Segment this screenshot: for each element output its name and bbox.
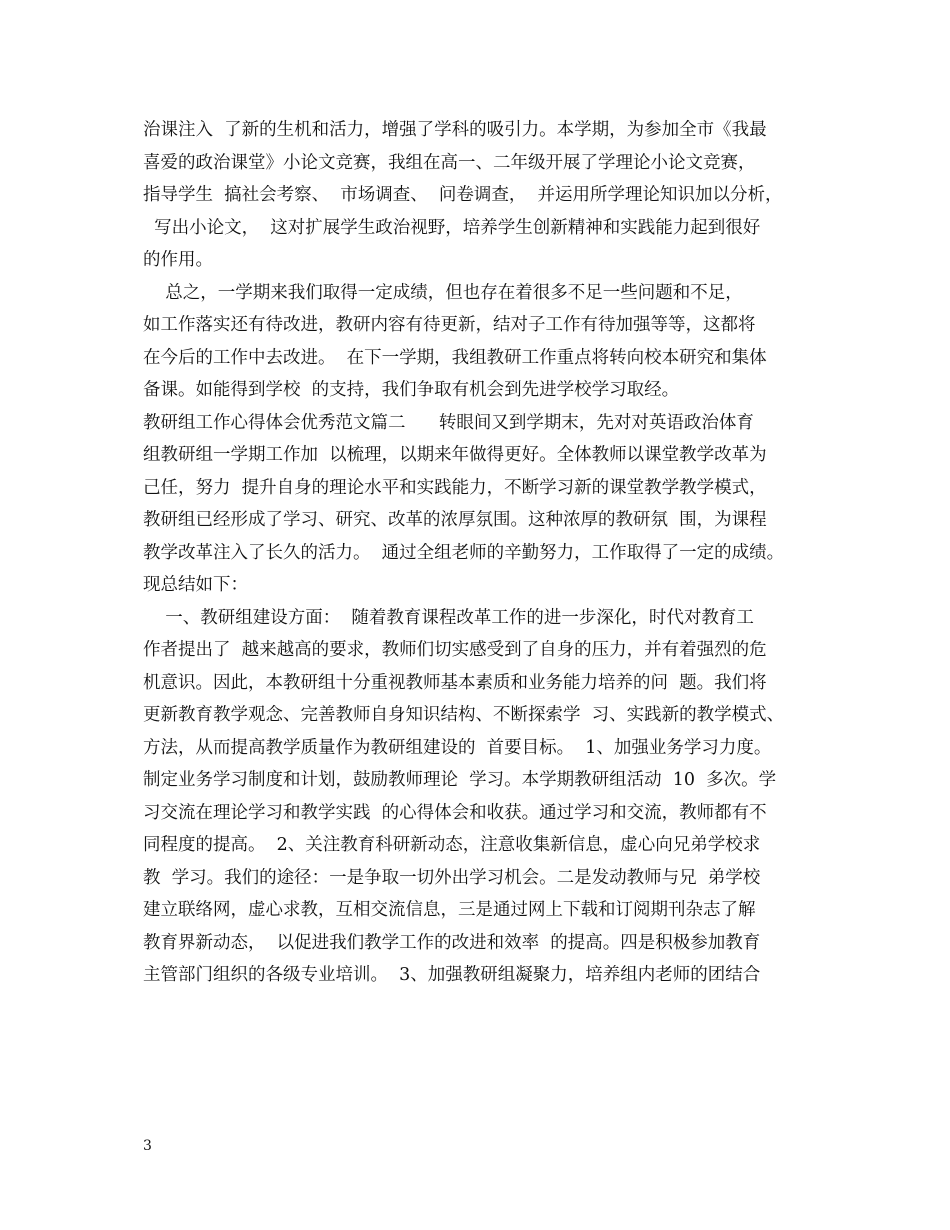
text-line: 方法，从而提高教学质量作为教研组建设的 首要目标。 1、加强业务学习力度。: [143, 737, 772, 758]
text-line: 主管部门组织的各级专业培训。 3、加强教研组凝聚力，培养组内老师的团结合: [143, 965, 761, 985]
text-line: 教育界新动态， 以促进我们教学工作的改进和效率 的提高。四是积极参加教育: [143, 932, 761, 953]
text-line: 教学改革注入了长久的活力。 通过全组老师的辛勤努力，工作取得了一定的成绩。: [143, 542, 785, 563]
page-number: 3: [143, 1138, 152, 1154]
text-line: 习交流在理论学习和教学实践 的心得体会和收获。通过学习和交流，教师都有不: [143, 802, 767, 823]
text-line: 在今后的工作中去改进。 在下一学期，我组教研工作重点将转向校本研究和集体: [143, 347, 767, 368]
text-line: 治课注入 了新的生机和活力，增强了学科的吸引力。本学期，为参加全市《我最: [143, 120, 767, 140]
text-line: 备课。如能得到学校 的支持，我们争取有机会到先进学校学习取经。: [143, 380, 680, 400]
text-line: 机意识。因此，本教研组十分重视教师基本素质和业务能力培养的问 题。我们将: [143, 672, 767, 693]
text-line: 总之，一学期来我们取得一定成绩，但也存在着很多不足一些问题和不足，: [143, 282, 743, 303]
text-line: 教 学习。我们的途径：一是争取一切外出学习机会。二是发动教师与兄 弟学校: [143, 867, 761, 888]
text-line: 己任，努力 提升自身的理论水平和实践能力，不断学习新的课堂教学教学模式，: [143, 477, 767, 498]
body-text: [143, 114, 833, 992]
text-line: 写出小论文， 这对扩展学生政治视野，培养学生创新精神和实践能力起到很好: [143, 217, 761, 238]
text-line: 制定业务学习制度和计划，鼓励教师理论 学习。本学期教研组活动 10 多次。学: [143, 770, 777, 790]
text-line: 同程度的提高。 2、关注教育科研新动态，注意收集新信息，虚心向兄弟学校求: [143, 835, 761, 855]
text-line: 教研组已经形成了学习、研究、改革的浓厚氛围。这种浓厚的教研氛 围，为课程: [143, 510, 767, 530]
text-line: 喜爱的政治课堂》小论文竞赛，我组在高一、二年级开展了学理论小论文竞赛，: [143, 152, 756, 173]
text-line: 建立联络网，虚心求教，互相交流信息，三是通过网上下载和订阅期刊杂志了解: [143, 900, 756, 920]
text-line: 一、教研组建设方面： 随着教育课程改革工作的进一步深化，时代对教育工: [143, 607, 754, 628]
text-line: 更新教育教学观念、完善教师自身知识结构、不断探索学 习、实践新的教学模式、: [143, 705, 785, 725]
text-line: 指导学生 搞社会考察、 市场调查、 问卷调查， 并运用所学理论知识加以分析，: [143, 185, 783, 205]
text-line: 的作用。: [143, 250, 213, 270]
text-line: 作者提出了 越来越高的要求，教师们切实感受到了自身的压力，并有着强烈的危: [143, 640, 767, 660]
text-line: 如工作落实还有待改进，教研内容有待更新，结对子工作有待加强等等，这都将: [143, 315, 756, 335]
text-line: 现总结如下：: [143, 575, 248, 595]
text-line: 组教研组一学期工作加 以梳理，以期来年做得更好。全体教师以课堂教学改革为: [143, 445, 767, 465]
text-line: 教研组工作心得体会优秀范文篇二 转眼间又到学期末，先对对英语政治体育: [143, 412, 754, 433]
